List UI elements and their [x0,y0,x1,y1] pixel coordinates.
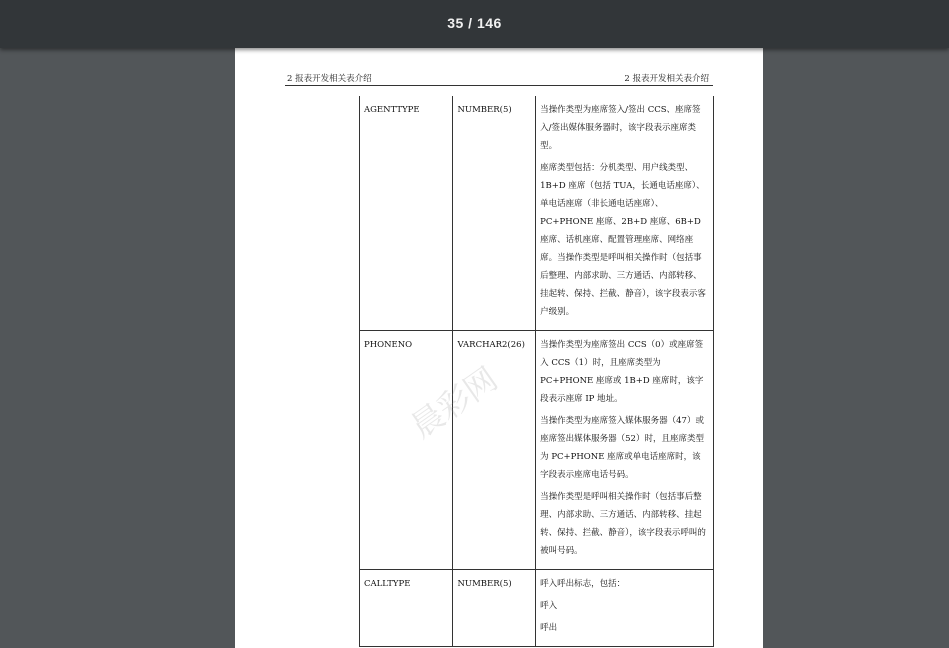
page-counter [0,15,949,31]
page-separator: / [468,15,473,31]
table-row [360,570,714,647]
document-page [235,48,763,648]
field-type-cell: NUMBER(5) [453,96,536,331]
description-paragraph: 当操作类型是呼叫相关操作时（包括事后整理、内部求助、三方通话、内部转移、挂起转、保持、拦截、静音），该字段表示呼叫的被叫号码。 [540,492,706,556]
description-paragraph: 当操作类型为座席签入/签出 CCS、座席签入/签出媒体服务器时，该字段表示座席类型。 [540,105,701,151]
table-row [360,331,714,570]
field-description-cell [536,570,714,647]
current-page-number[interactable]: 35 [447,15,464,31]
field-description-cell [536,331,714,570]
pdf-toolbar [0,0,949,48]
field-description-cell [536,96,714,331]
field-name-cell: AGENTTYPE [360,96,453,331]
total-pages: 146 [476,15,502,31]
running-header-left: 2 报表开发相关表介绍 [287,74,372,84]
description-paragraph: 当操作类型为座席签出 CCS（0）或座席签入 CCS（1）时，且座席类型为 PC+PHONE 座席或 1B+D 座席时，该字段表示座席 IP 地址。 [540,340,704,404]
description-paragraph: 呼入 [540,601,558,611]
field-name-cell: PHONENO [360,331,453,570]
description-paragraph: 座席类型包括：分机类型、用户线类型、1B+D 座席（包括 TUA，长通电话座席）、单电话座席（非长通电话座席）、PC+PHONE 座席、2B+D 座席、6B+D 座席、话机座席、配置管理座席、网络座席。当操作类型是呼叫相关操作时（包括事后整理、内部求助、三方通话、内部转移、挂起转、保持、拦截、静音），该字段表示客户级别。 [540,163,706,317]
field-name-cell: CALLTYPE [360,570,453,647]
table-row [360,96,714,331]
description-paragraph: 呼入呼出标志，包括： [540,579,626,589]
field-type-cell: VARCHAR2(26) [453,331,536,570]
header-rule [285,85,713,86]
description-paragraph: 当操作类型为座席签入媒体服务器（47）或座席签出媒体服务器（52）时，且座席类型为 PC+PHONE 座席或单电话座席时，该字段表示座席电话号码。 [540,416,704,480]
field-table [359,96,714,647]
field-type-cell: NUMBER(5) [453,570,536,647]
watermark: 晨彩网 [403,359,505,446]
description-paragraph: 呼出 [540,623,558,633]
running-header-right: 2 报表开发相关表介绍 [624,74,709,84]
